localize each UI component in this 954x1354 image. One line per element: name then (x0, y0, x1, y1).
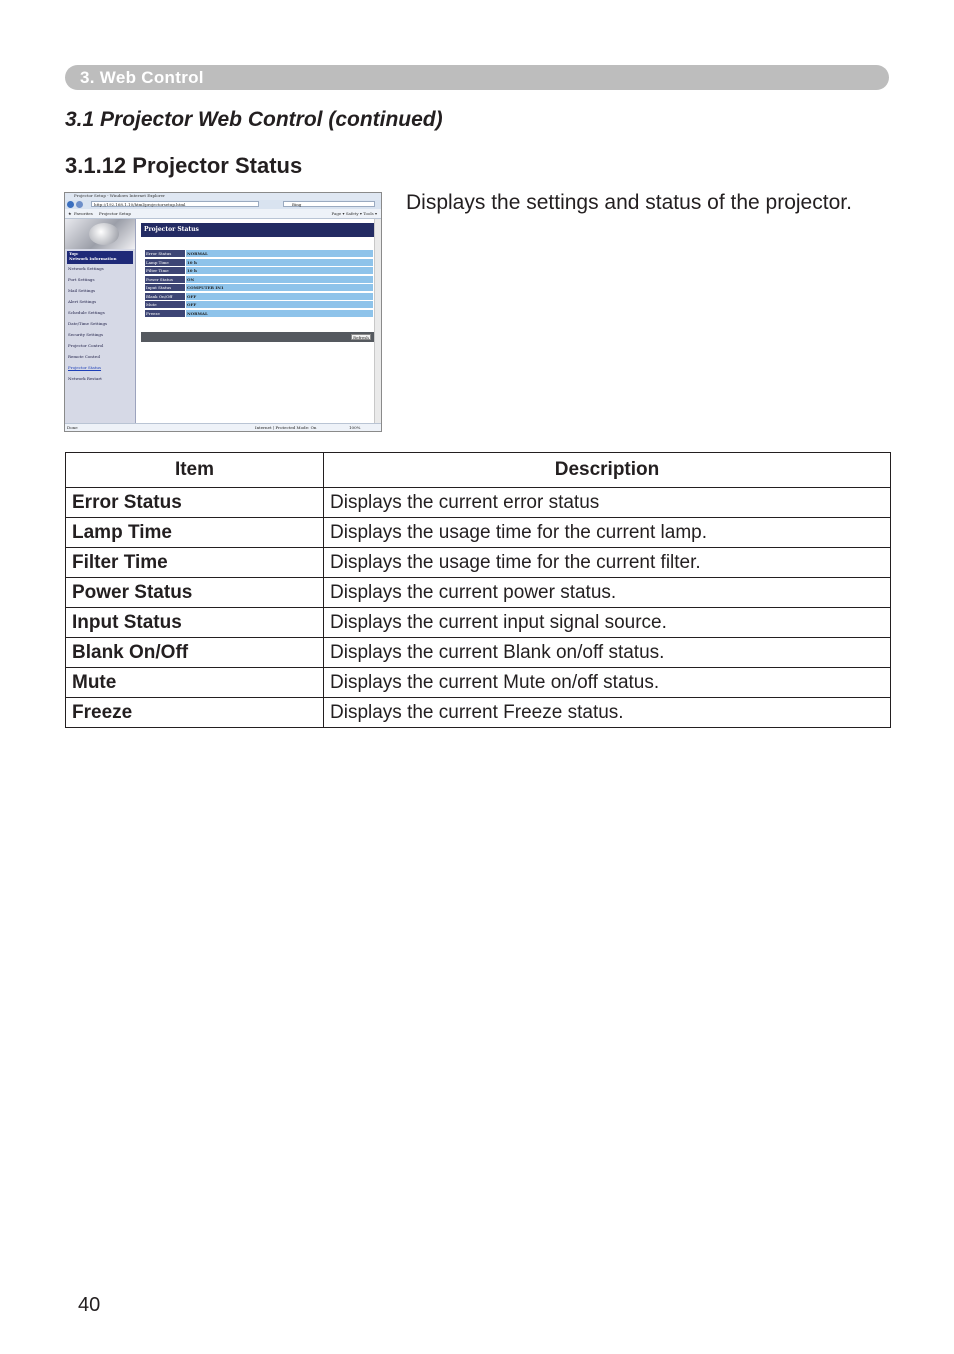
status-row (145, 267, 373, 274)
sidebar-item-mail-settings[interactable]: Mail Settings (68, 288, 96, 293)
description-cell: Displays the usage time for the current filter. (324, 548, 891, 578)
sidebar-item-top[interactable] (67, 251, 133, 264)
status-key: Power Status (145, 276, 185, 283)
section-bar (65, 65, 889, 90)
sidebar-item-network-restart[interactable]: Network Restart (68, 376, 102, 381)
description-cell: Displays the current Freeze status. (324, 698, 891, 728)
description-cell: Displays the current input signal source. (324, 608, 891, 638)
section-label: 3. Web Control (80, 68, 204, 87)
description-cell: Displays the current error status (324, 488, 891, 518)
table-row (66, 638, 891, 668)
item-cell: Blank On/Off (66, 638, 324, 668)
table-row (66, 518, 891, 548)
browser-status-bar (65, 423, 381, 432)
sidebar-item-security-settings[interactable]: Security Settings (68, 332, 104, 337)
subtitle: 3.1 Projector Web Control (continued) (65, 108, 443, 131)
status-zone: Internet | Protected Mode: On (255, 425, 317, 430)
setup-sidebar (65, 219, 136, 423)
sidebar-item-schedule-settings[interactable]: Schedule Settings (68, 310, 105, 315)
description-cell: Displays the usage time for the current lamp. (324, 518, 891, 548)
projector-logo-image (65, 219, 135, 249)
item-cell: Lamp Time (66, 518, 324, 548)
favorites-label[interactable]: Favorites (74, 211, 93, 216)
page-scrollbar[interactable] (374, 219, 381, 423)
status-row (145, 301, 373, 308)
favorites-star-icon[interactable]: ★ (68, 211, 72, 216)
description-cell: Displays the current Mute on/off status. (324, 668, 891, 698)
status-key: Input Status (145, 284, 185, 291)
favorites-bar (65, 209, 381, 219)
sidebar-item-projector-control[interactable]: Projector Control (68, 343, 104, 348)
status-key: Mute (145, 301, 185, 308)
table-header-row (66, 453, 891, 488)
status-row (145, 310, 373, 317)
description-cell: Displays the current Blank on/off status. (324, 638, 891, 668)
description-cell: Displays the current power status. (324, 578, 891, 608)
status-value: ON (186, 276, 373, 283)
sidebar-item-alert-settings[interactable]: Alert Settings (68, 299, 97, 304)
status-row (145, 259, 373, 266)
browser-tools-menu[interactable]: Page ▾ Safety ▾ Tools ▾ (331, 211, 377, 216)
sidebar-item-date-time-settings[interactable]: Date/Time Settings (68, 321, 108, 326)
status-row (145, 284, 373, 291)
status-key: Freeze (145, 310, 185, 317)
item-cell: Filter Time (66, 548, 324, 578)
forward-icon[interactable] (76, 201, 83, 208)
item-cell: Error Status (66, 488, 324, 518)
browser-address-bar (65, 200, 381, 209)
section-heading: 3.1.12 Projector Status (65, 153, 303, 178)
status-value: NORMAL (186, 310, 373, 317)
status-row (145, 250, 373, 257)
status-value: OFF (186, 293, 373, 300)
sidebar-item-network-settings[interactable]: Network Settings (68, 266, 104, 271)
item-cell: Input Status (66, 608, 324, 638)
content-title: Projector Status (141, 223, 375, 237)
sidebar-top-sub-label: Network Information (69, 256, 117, 261)
sidebar-top-label: Top: (69, 251, 79, 256)
status-value: 10 h (186, 259, 373, 266)
browser-window-title: Projector Setup - Windows Internet Explorer (74, 193, 165, 198)
status-key: Filter Time (145, 267, 185, 274)
item-cell: Freeze (66, 698, 324, 728)
item-cell: Mute (66, 668, 324, 698)
refresh-bar (141, 332, 375, 342)
browser-title-bar (65, 193, 381, 200)
search-field[interactable]: Bing (283, 201, 375, 207)
sidebar-item-port-settings[interactable]: Port Settings (68, 277, 95, 282)
table-row (66, 698, 891, 728)
column-header-item: Item (66, 453, 324, 488)
table-row (66, 668, 891, 698)
column-header-description: Description (324, 453, 891, 488)
status-value: COMPUTER IN1 (186, 284, 373, 291)
status-row (145, 293, 373, 300)
table-row (66, 608, 891, 638)
status-done: Done (67, 425, 78, 430)
sidebar-item-remote-control[interactable]: Remote Control (68, 354, 101, 359)
status-value: OFF (186, 301, 373, 308)
table-row (66, 578, 891, 608)
back-icon[interactable] (67, 201, 74, 208)
status-value: 10 h (186, 267, 373, 274)
refresh-button[interactable]: Refresh (351, 334, 371, 340)
status-key: Error Status (145, 250, 185, 257)
status-key: Blank On/Off (145, 293, 185, 300)
page-number: 40 (78, 1294, 101, 1316)
item-cell: Power Status (66, 578, 324, 608)
status-key: Lamp Time (145, 259, 185, 266)
table-row (66, 548, 891, 578)
url-field[interactable]: http://192.168.1.10/html/projectorsetup.html (91, 201, 259, 207)
section-description: Displays the settings and status of the projector. (406, 191, 852, 214)
status-value: NORMAL (186, 250, 373, 257)
table-row (66, 488, 891, 518)
status-items-table (65, 452, 891, 728)
sidebar-item-projector-status[interactable]: Projector Status (68, 365, 102, 370)
zoom-level[interactable]: 100% (349, 425, 361, 430)
browser-tab[interactable]: Projector Setup (99, 211, 131, 216)
web-control-screenshot (64, 192, 382, 432)
status-row (145, 276, 373, 283)
